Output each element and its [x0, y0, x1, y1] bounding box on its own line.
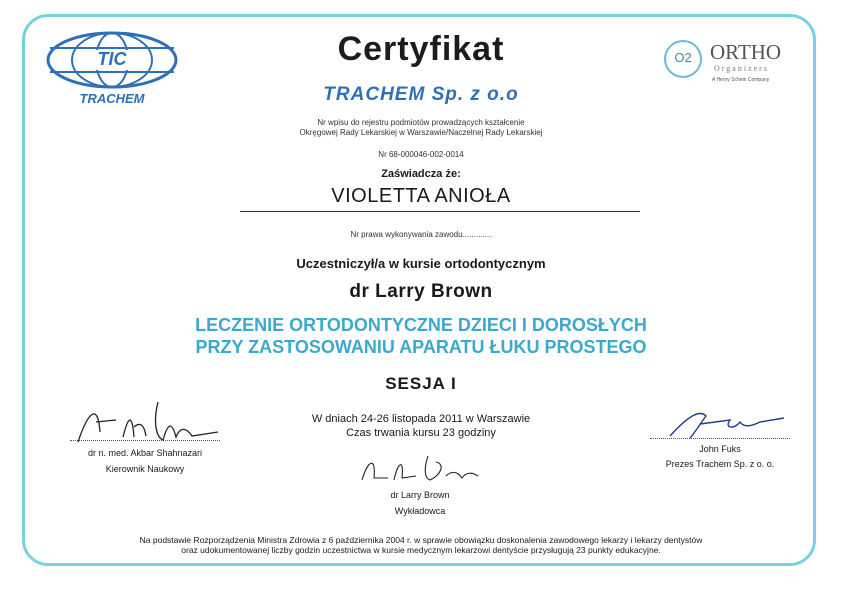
signatory-left-role: Kierownik Naukowy — [105, 464, 185, 474]
logo-right-name: ORTHO — [710, 40, 782, 64]
signature-block-center — [340, 450, 500, 520]
signature-line-left — [70, 440, 220, 441]
logo-right-sub: Organizers — [714, 64, 769, 73]
logo-right-tagline: A Henry Schein Company — [712, 77, 770, 83]
name-underline — [240, 211, 640, 212]
registry-number: Nr 68-000046-002-0014 — [378, 150, 464, 159]
registry-line-1: Nr wpisu do rejestru podmiotów prowadzących kształcenie — [317, 118, 525, 127]
certificate-title: Certyfikat — [337, 30, 505, 68]
session-label: SESJA I — [385, 374, 457, 393]
footer-line-1: Na podstawie Rozporządzenia Ministra Zdrowia z 6 października 2004 r. w sprawie obowiązku doskonalenia zawodowego lekarzy i lekarzy dentystów — [139, 535, 703, 545]
signatory-center-role: Wykładowca — [394, 506, 446, 516]
logo-mark: O2 — [674, 50, 692, 65]
signature-block-left — [60, 392, 230, 482]
course-dates: W dniach 24-26 listopada 2011 w Warszawie — [311, 413, 531, 425]
certifies-label: Zaświadcza że: — [381, 168, 461, 180]
participation-statement: Uczestniczył/a w kursie ortodontycznym — [296, 256, 546, 271]
signature-center — [350, 450, 490, 486]
signatory-right-role: Prezes Trachem Sp. z o. o. — [665, 459, 775, 469]
signatory-right-name: John Fuks — [699, 444, 741, 454]
signatory-center-name: dr Larry Brown — [390, 490, 450, 500]
footer-line-2: oraz udokumentowanej liczby godzin uczestnictwa w kursie medycznym lekarzowi dentyście przysługują 23 punkty edukacyjne. — [181, 545, 661, 555]
signatory-left-name: dr n. med. Akbar Shahnazari — [87, 448, 203, 458]
course-title-line-2: PRZY ZASTOSOWANIU APARATU ŁUKU PROSTEGO — [195, 337, 647, 357]
signature-left — [68, 392, 228, 447]
course-title-line-1: LECZENIE ORTODONTYCZNE DZIECI I DOROSŁYCH — [195, 315, 647, 335]
registry-line-2: Okręgowej Rady Lekarskiej w Warszawie/Naczelnej Rady Lekarskiej — [299, 128, 543, 137]
signature-block-right — [640, 404, 800, 474]
course-duration: Czas trwania kursu 23 godziny — [346, 427, 496, 439]
recipient-name: VIOLETTA ANIOŁA — [331, 185, 511, 207]
signature-line-right — [650, 438, 790, 439]
logo-name: TRACHEM — [79, 91, 145, 106]
lecturer-name: dr Larry Brown — [349, 281, 493, 302]
logo-emblem-text: TIC — [97, 49, 127, 69]
license-number-line: Nr prawa wykonywania zawodu............. — [350, 230, 492, 239]
company-name: TRACHEM Sp. z o.o — [323, 84, 519, 105]
